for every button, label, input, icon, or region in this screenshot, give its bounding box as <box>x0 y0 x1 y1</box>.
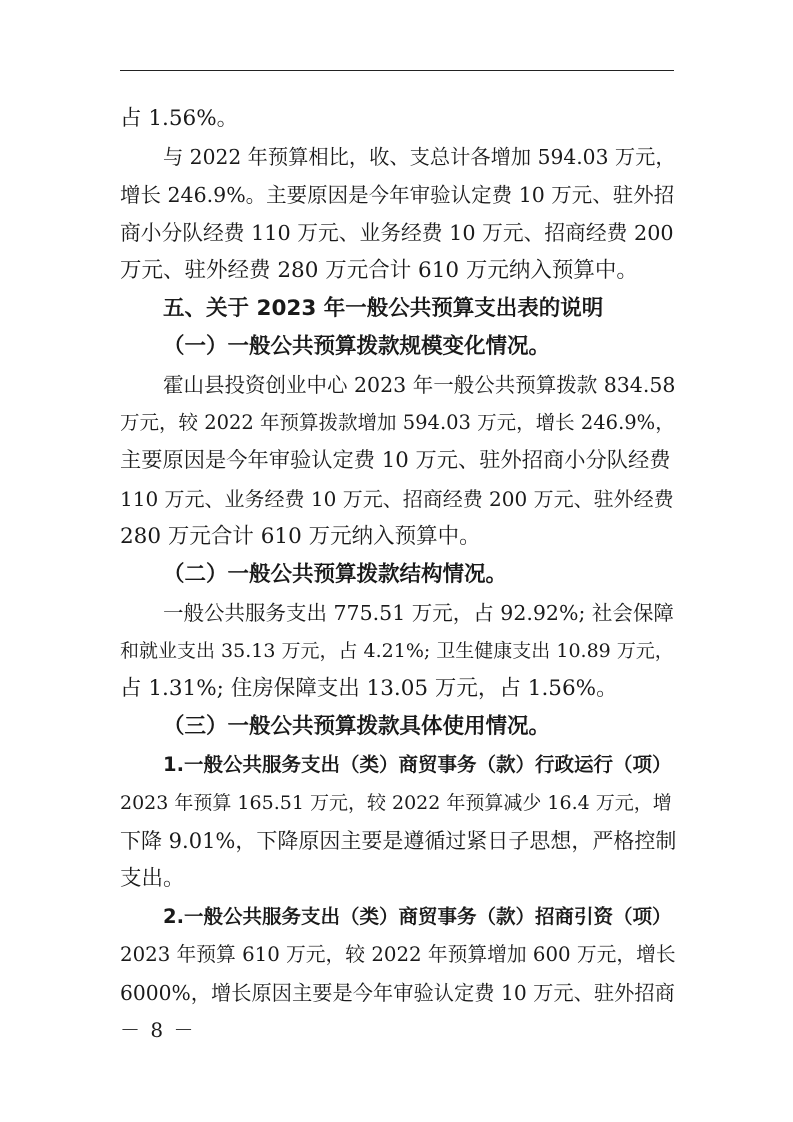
body-line: 占 1.56%。 <box>120 106 239 131</box>
body-line: 增长 246.9%。主要原因是今年审验认定费 10 万元、驻外招 <box>120 183 675 207</box>
body-line: 6000%，增长原因主要是今年审验认定费 10 万元、驻外招商 <box>120 981 675 1005</box>
subsection-heading: （二）一般公共预算拨款结构情况。 <box>163 562 508 587</box>
body-line: 和就业支出 35.13 万元，占 4.21%; 卫生健康支出 10.89 万元， <box>120 640 674 662</box>
body-line: 商小分队经费 110 万元、业务经费 10 万元、招商经费 200 <box>120 221 674 245</box>
subsection-heading: （三）一般公共预算拨款具体使用情况。 <box>163 714 551 739</box>
body-line: 下降 9.01%，下降原因主要是遵循过紧日子思想，严格控制 <box>120 829 677 853</box>
body-line: 支出。 <box>120 866 185 891</box>
body-line: 与 2022 年预算相比，收、支总计各增加 594.03 万元， <box>163 145 676 169</box>
body-line: 霍山县投资创业中心 2023 年一般公共预算拨款 834.58 <box>163 373 676 397</box>
body-line: 占 1.31%; 住房保障支出 13.05 万元，占 1.56%。 <box>120 676 618 701</box>
body-line: 主要原因是今年审验认定费 10 万元、驻外招商小分队经费 <box>120 448 671 473</box>
body-line: 110 万元、业务经费 10 万元、招商经费 200 万元、驻外经费 <box>120 487 674 511</box>
body-line: 万元、驻外经费 280 万元合计 610 万元纳入预算中。 <box>120 258 638 283</box>
body-line: 一般公共服务支出 775.51 万元，占 92.92%; 社会保障 <box>163 601 674 625</box>
item-heading: 1.一般公共服务支出（类）商贸事务（款）行政运行（项） <box>163 753 672 776</box>
header-rule <box>120 70 674 71</box>
subsection-heading: （一）一般公共预算拨款规模变化情况。 <box>163 334 551 359</box>
page-number: － 8 － <box>120 1018 196 1042</box>
item-heading: 2.一般公共服务支出（类）商贸事务（款）招商引资（项） <box>163 905 672 928</box>
section-heading: 五、关于 2023 年一般公共预算支出表的说明 <box>163 296 604 321</box>
body-line: 2023 年预算 610 万元，较 2022 年预算增加 600 万元，增长 <box>120 943 676 966</box>
body-line: 万元，较 2022 年预算拨款增加 594.03 万元，增长 246.9%， <box>120 411 675 434</box>
body-line: 2023 年预算 165.51 万元，较 2022 年预算减少 16.4 万元，增 <box>120 792 672 814</box>
body-line: 280 万元合计 610 万元纳入预算中。 <box>120 524 481 549</box>
